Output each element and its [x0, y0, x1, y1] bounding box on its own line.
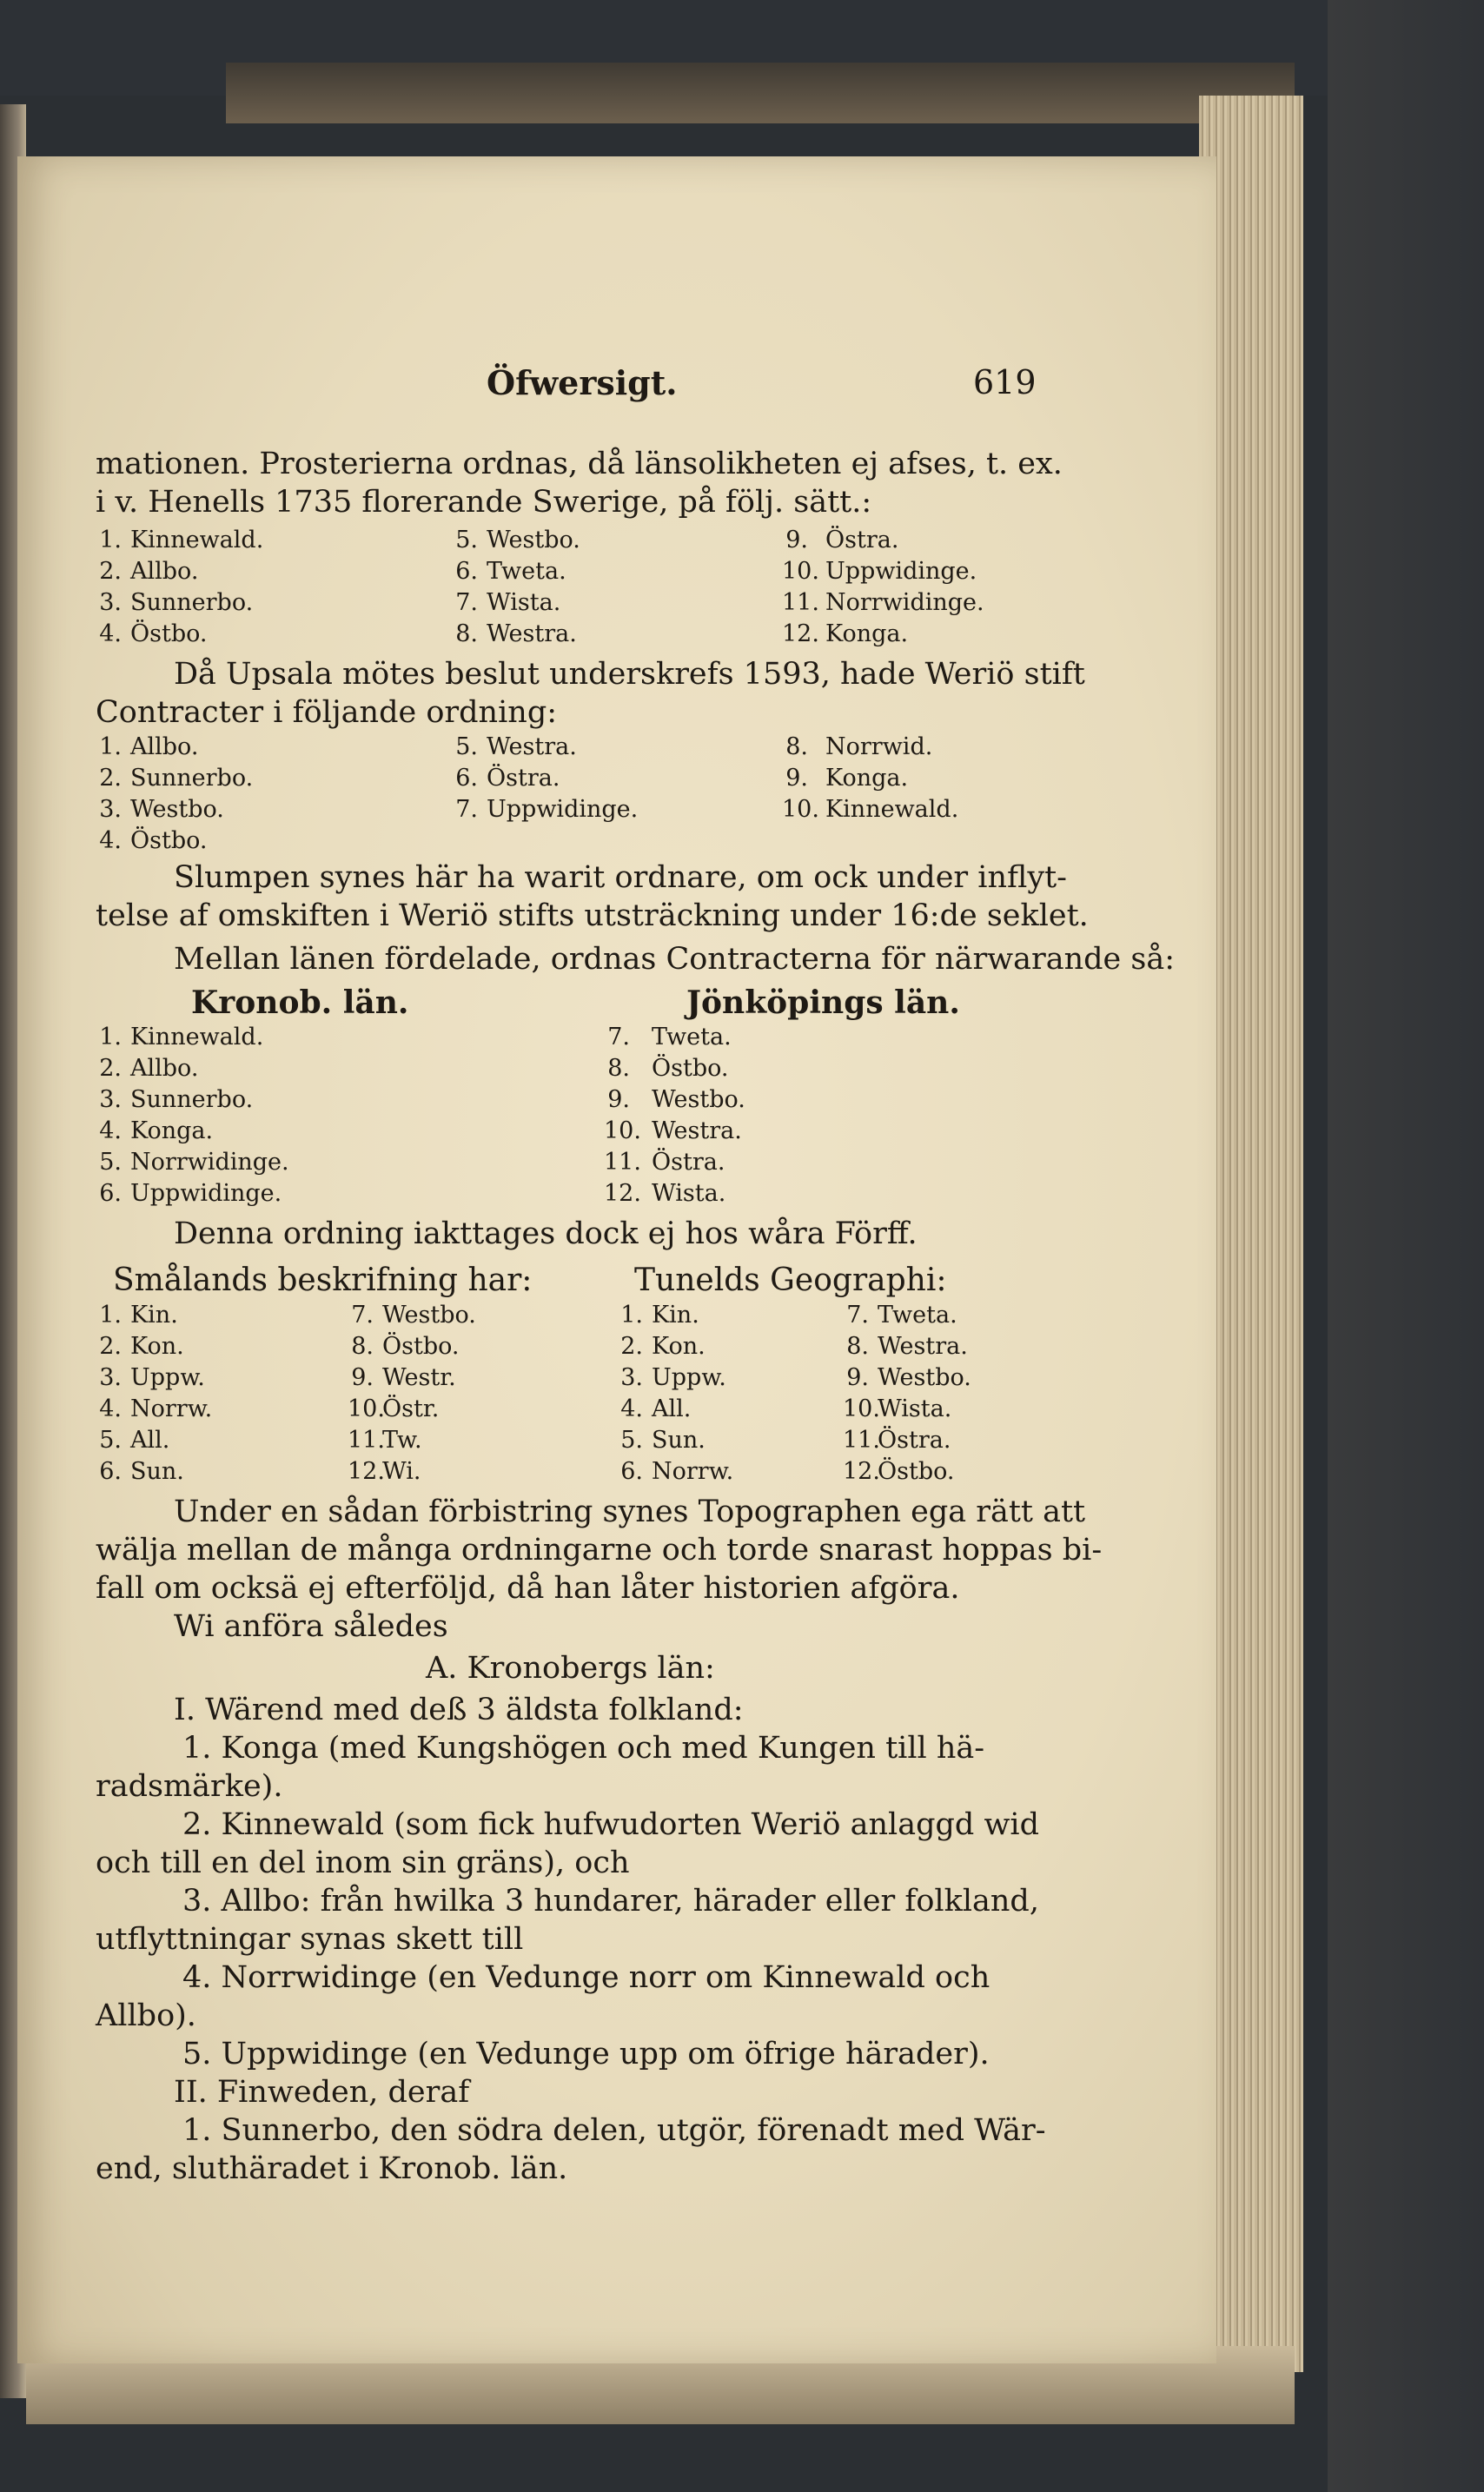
item-number: 1. [99, 1024, 122, 1050]
item-name: Kon. [652, 1333, 706, 1360]
item-number: 4. [620, 1395, 643, 1422]
item-number: 10. [604, 1117, 641, 1144]
item-number: 4. [99, 1117, 122, 1144]
deanery-list-2 [96, 732, 1086, 857]
deanery-list-4 [96, 1300, 1086, 1488]
deanery-list-3 [96, 1022, 1086, 1210]
item-number: 10. [782, 558, 819, 585]
item-name: Östbo. [382, 1333, 460, 1360]
paragraph-5 [96, 1215, 1086, 1253]
text-line: Mellan länen fördelade, ordnas Contracterna för närwarande så: [174, 942, 1176, 977]
item-number: 1. [99, 527, 122, 553]
item-number: 3. [99, 1364, 122, 1391]
item-number: 9. [785, 527, 808, 553]
outline-line: 3. Allbo: från hwilka 3 hundarer, härader eller folkland, [182, 1884, 1039, 1919]
item-number: 4. [99, 620, 122, 647]
list-item [96, 1116, 1086, 1147]
running-head: Öfwersigt. [487, 363, 678, 402]
tuneld-heading: Tunelds Geographi: [634, 1263, 947, 1298]
outline-line: 2. Kinnewald (som fick hufwudorten Weriö anlaggd wid [182, 1807, 1039, 1842]
item-number: 1. [99, 733, 122, 760]
list-item [96, 1022, 1086, 1053]
outline-line: 1. Sunnerbo, den södra delen, utgör, förenadt med Wär- [182, 2113, 1046, 2148]
outline-line: end, sluthäradet i Kronob. län. [96, 2151, 568, 2186]
item-name: Norrwid. [825, 733, 933, 760]
item-number: 5. [99, 1149, 122, 1176]
list4-header [96, 1262, 1086, 1300]
outline-line: 5. Uppwidinge (en Vedunge upp om öfrige härader). [182, 2037, 990, 2071]
item-number: 3. [620, 1364, 643, 1391]
list-item [96, 1394, 1086, 1425]
item-number: 8. [607, 1055, 630, 1082]
item-name: Konga. [825, 765, 909, 792]
item-name: Westra. [487, 620, 577, 647]
text-line: fall om ocksä ej efterföljd, då han låter historien afgöra. [96, 1571, 960, 1606]
item-number: 8. [455, 620, 478, 647]
item-name: Allbo. [130, 733, 199, 760]
list-item [96, 763, 1086, 794]
item-number: 10. [843, 1395, 880, 1422]
item-name: Allbo. [130, 558, 199, 585]
item-number: 6. [99, 1180, 122, 1207]
item-name: Westbo. [652, 1086, 745, 1113]
item-name: Westra. [487, 733, 577, 760]
item-name: Östra. [652, 1149, 725, 1176]
item-name: Sun. [652, 1427, 706, 1454]
item-number: 7. [455, 589, 478, 616]
item-name: Wista. [652, 1180, 726, 1207]
outline-line: I. Wärend med deß 3 äldsta folkland: [174, 1693, 744, 1727]
item-name: Uppwidinge. [487, 796, 639, 823]
text-line: Contracter i följande ordning: [96, 695, 558, 730]
smaland-heading: Smålands beskrifning har: [113, 1263, 533, 1298]
item-number: 12. [782, 620, 819, 647]
item-number: 7. [846, 1302, 869, 1329]
paragraph-1 [96, 445, 1086, 521]
item-name: Wi. [382, 1458, 421, 1485]
item-name: Norrw. [130, 1395, 213, 1422]
item-number: 9. [785, 765, 808, 792]
list-item [96, 1300, 1086, 1331]
list-item [96, 732, 1086, 763]
item-number: 5. [455, 527, 478, 553]
item-number: 6. [455, 765, 478, 792]
item-name: Östra. [878, 1427, 951, 1454]
item-number: 2. [99, 1055, 122, 1082]
kronob-heading: Kronob. län. [191, 984, 409, 1021]
section-a-title: A. Kronobergs län: [426, 1651, 715, 1686]
item-name: Uppwidinge. [825, 558, 977, 585]
item-name: Tweta. [652, 1024, 732, 1050]
item-number: 12. [348, 1458, 385, 1485]
item-number: 2. [99, 765, 122, 792]
text-line: Wi anföra således [174, 1609, 448, 1644]
item-name: Norrwidinge. [825, 589, 984, 616]
item-number: 9. [846, 1364, 869, 1391]
item-name: Kin. [652, 1302, 699, 1329]
outline-line: 4. Norrwidinge (en Vedunge norr om Kinnewald och [182, 1960, 990, 1995]
item-name: Westra. [652, 1117, 742, 1144]
item-name: Östbo. [130, 620, 208, 647]
item-name: Norrwidinge. [130, 1149, 289, 1176]
text-line: Slumpen synes här ha warit ordnare, om ock under inflyt- [174, 860, 1068, 895]
list3-header [96, 984, 1086, 1022]
paragraph-6 [96, 1493, 1103, 1646]
item-name: Uppwidinge. [130, 1180, 282, 1207]
item-name: Östbo. [130, 827, 208, 854]
paragraph-2 [96, 655, 1086, 732]
list-item [96, 525, 1086, 556]
item-number: 8. [351, 1333, 374, 1360]
item-name: Sunnerbo. [130, 765, 254, 792]
text-line: telse af omskiften i Weriö stifts utsträckning under 16:de seklet. [96, 898, 1089, 933]
item-name: Tweta. [487, 558, 566, 585]
text-line: mationen. Prosterierna ordnas, då länsolikheten ej afses, t. ex. [96, 447, 1063, 481]
jonkoping-heading: Jönköpings län. [686, 984, 960, 1021]
item-number: 11. [348, 1427, 385, 1454]
item-name: Wista. [487, 589, 561, 616]
section-heading [96, 1649, 1086, 1687]
list-item [96, 1425, 1086, 1456]
outline-line: utflyttningar synas skett till [96, 1922, 524, 1957]
item-name: Östra. [825, 527, 899, 553]
item-name: Westbo. [878, 1364, 971, 1391]
item-number: 11. [782, 589, 819, 616]
text-line: Denna ordning iakttages dock ej hos wåra Förff. [174, 1216, 918, 1251]
item-name: Westbo. [130, 796, 224, 823]
item-number: 2. [620, 1333, 643, 1360]
item-name: Östra. [487, 765, 560, 792]
item-number: 4. [99, 827, 122, 854]
item-name: All. [652, 1395, 692, 1422]
list-item [96, 556, 1086, 587]
item-number: 6. [620, 1458, 643, 1485]
item-name: Norrw. [652, 1458, 734, 1485]
text-line: Under en sådan förbistring synes Topographen ega rätt att [174, 1495, 1086, 1529]
item-number: 7. [455, 796, 478, 823]
item-number: 11. [843, 1427, 880, 1454]
item-number: 3. [99, 796, 122, 823]
outline-line: och till en del inom sin gräns), och [96, 1846, 630, 1880]
text-line: i v. Henells 1735 florerande Swerige, på följ. sätt.: [96, 485, 872, 520]
item-number: 1. [99, 1302, 122, 1329]
list-item [96, 1147, 1086, 1178]
item-number: 8. [785, 733, 808, 760]
item-name: Kinnewald. [825, 796, 959, 823]
item-name: Östr. [382, 1395, 440, 1422]
item-name: Konga. [130, 1117, 214, 1144]
item-number: 6. [99, 1458, 122, 1485]
item-number: 8. [846, 1333, 869, 1360]
paragraph-3 [96, 858, 1089, 935]
item-name: Sunnerbo. [130, 589, 254, 616]
item-number: 10. [348, 1395, 385, 1422]
item-name: Westbo. [382, 1302, 476, 1329]
item-number: 1. [620, 1302, 643, 1329]
list-item [96, 794, 1086, 825]
page-text [96, 445, 1176, 2188]
item-number: 9. [351, 1364, 374, 1391]
item-number: 9. [607, 1086, 630, 1113]
list-item [96, 587, 1086, 619]
item-name: Kinnewald. [130, 1024, 264, 1050]
outline-list [96, 1691, 1086, 2188]
text-line: wälja mellan de många ordningarne och torde snarast hoppas bi- [96, 1533, 1103, 1567]
item-name: Östbo. [878, 1458, 955, 1485]
item-name: Kin. [130, 1302, 178, 1329]
background-right [1328, 0, 1484, 2492]
list-item [96, 619, 1086, 650]
item-name: Östbo. [652, 1055, 729, 1082]
list-item [96, 1053, 1086, 1084]
item-name: Allbo. [130, 1055, 199, 1082]
item-name: Westbo. [487, 527, 580, 553]
list-item [96, 1084, 1086, 1116]
text-line: Då Upsala mötes beslut underskrefs 1593, hade Weriö stift [174, 657, 1085, 692]
outline-line: Allbo). [96, 1998, 196, 2033]
item-number: 4. [99, 1395, 122, 1422]
item-number: 2. [99, 1333, 122, 1360]
item-number: 7. [607, 1024, 630, 1050]
item-name: Konga. [825, 620, 909, 647]
item-name: Sun. [130, 1458, 184, 1485]
item-name: Tw. [382, 1427, 422, 1454]
item-name: Westr. [382, 1364, 456, 1391]
item-name: Uppw. [130, 1364, 205, 1391]
outline-line: II. Finweden, deraf [174, 2075, 470, 2110]
item-number: 2. [99, 558, 122, 585]
item-name: Westra. [878, 1333, 968, 1360]
item-number: 10. [782, 796, 819, 823]
list-item [96, 1362, 1086, 1394]
item-name: All. [130, 1427, 170, 1454]
item-number: 5. [99, 1427, 122, 1454]
item-number: 7. [351, 1302, 374, 1329]
paragraph-4 [96, 940, 1176, 978]
outline-line: radsmärke). [96, 1769, 283, 1804]
item-name: Sunnerbo. [130, 1086, 254, 1113]
item-number: 3. [99, 1086, 122, 1113]
item-number: 5. [620, 1427, 643, 1454]
list-item [96, 1331, 1086, 1362]
item-number: 11. [604, 1149, 641, 1176]
item-name: Kon. [130, 1333, 184, 1360]
item-number: 3. [99, 589, 122, 616]
item-number: 12. [604, 1180, 641, 1207]
item-number: 12. [843, 1458, 880, 1485]
list-item [96, 1178, 1086, 1210]
outline-line: 1. Konga (med Kungshögen och med Kungen till hä- [182, 1731, 985, 1766]
item-name: Tweta. [878, 1302, 957, 1329]
page-number: 619 [973, 363, 1037, 401]
deanery-list-1 [96, 525, 1086, 650]
list-item [96, 825, 1086, 857]
item-number: 5. [455, 733, 478, 760]
item-name: Kinnewald. [130, 527, 264, 553]
item-name: Uppw. [652, 1364, 726, 1391]
item-number: 6. [455, 558, 478, 585]
book-cover-edge [226, 63, 1295, 123]
item-name: Wista. [878, 1395, 952, 1422]
list-item [96, 1456, 1086, 1488]
